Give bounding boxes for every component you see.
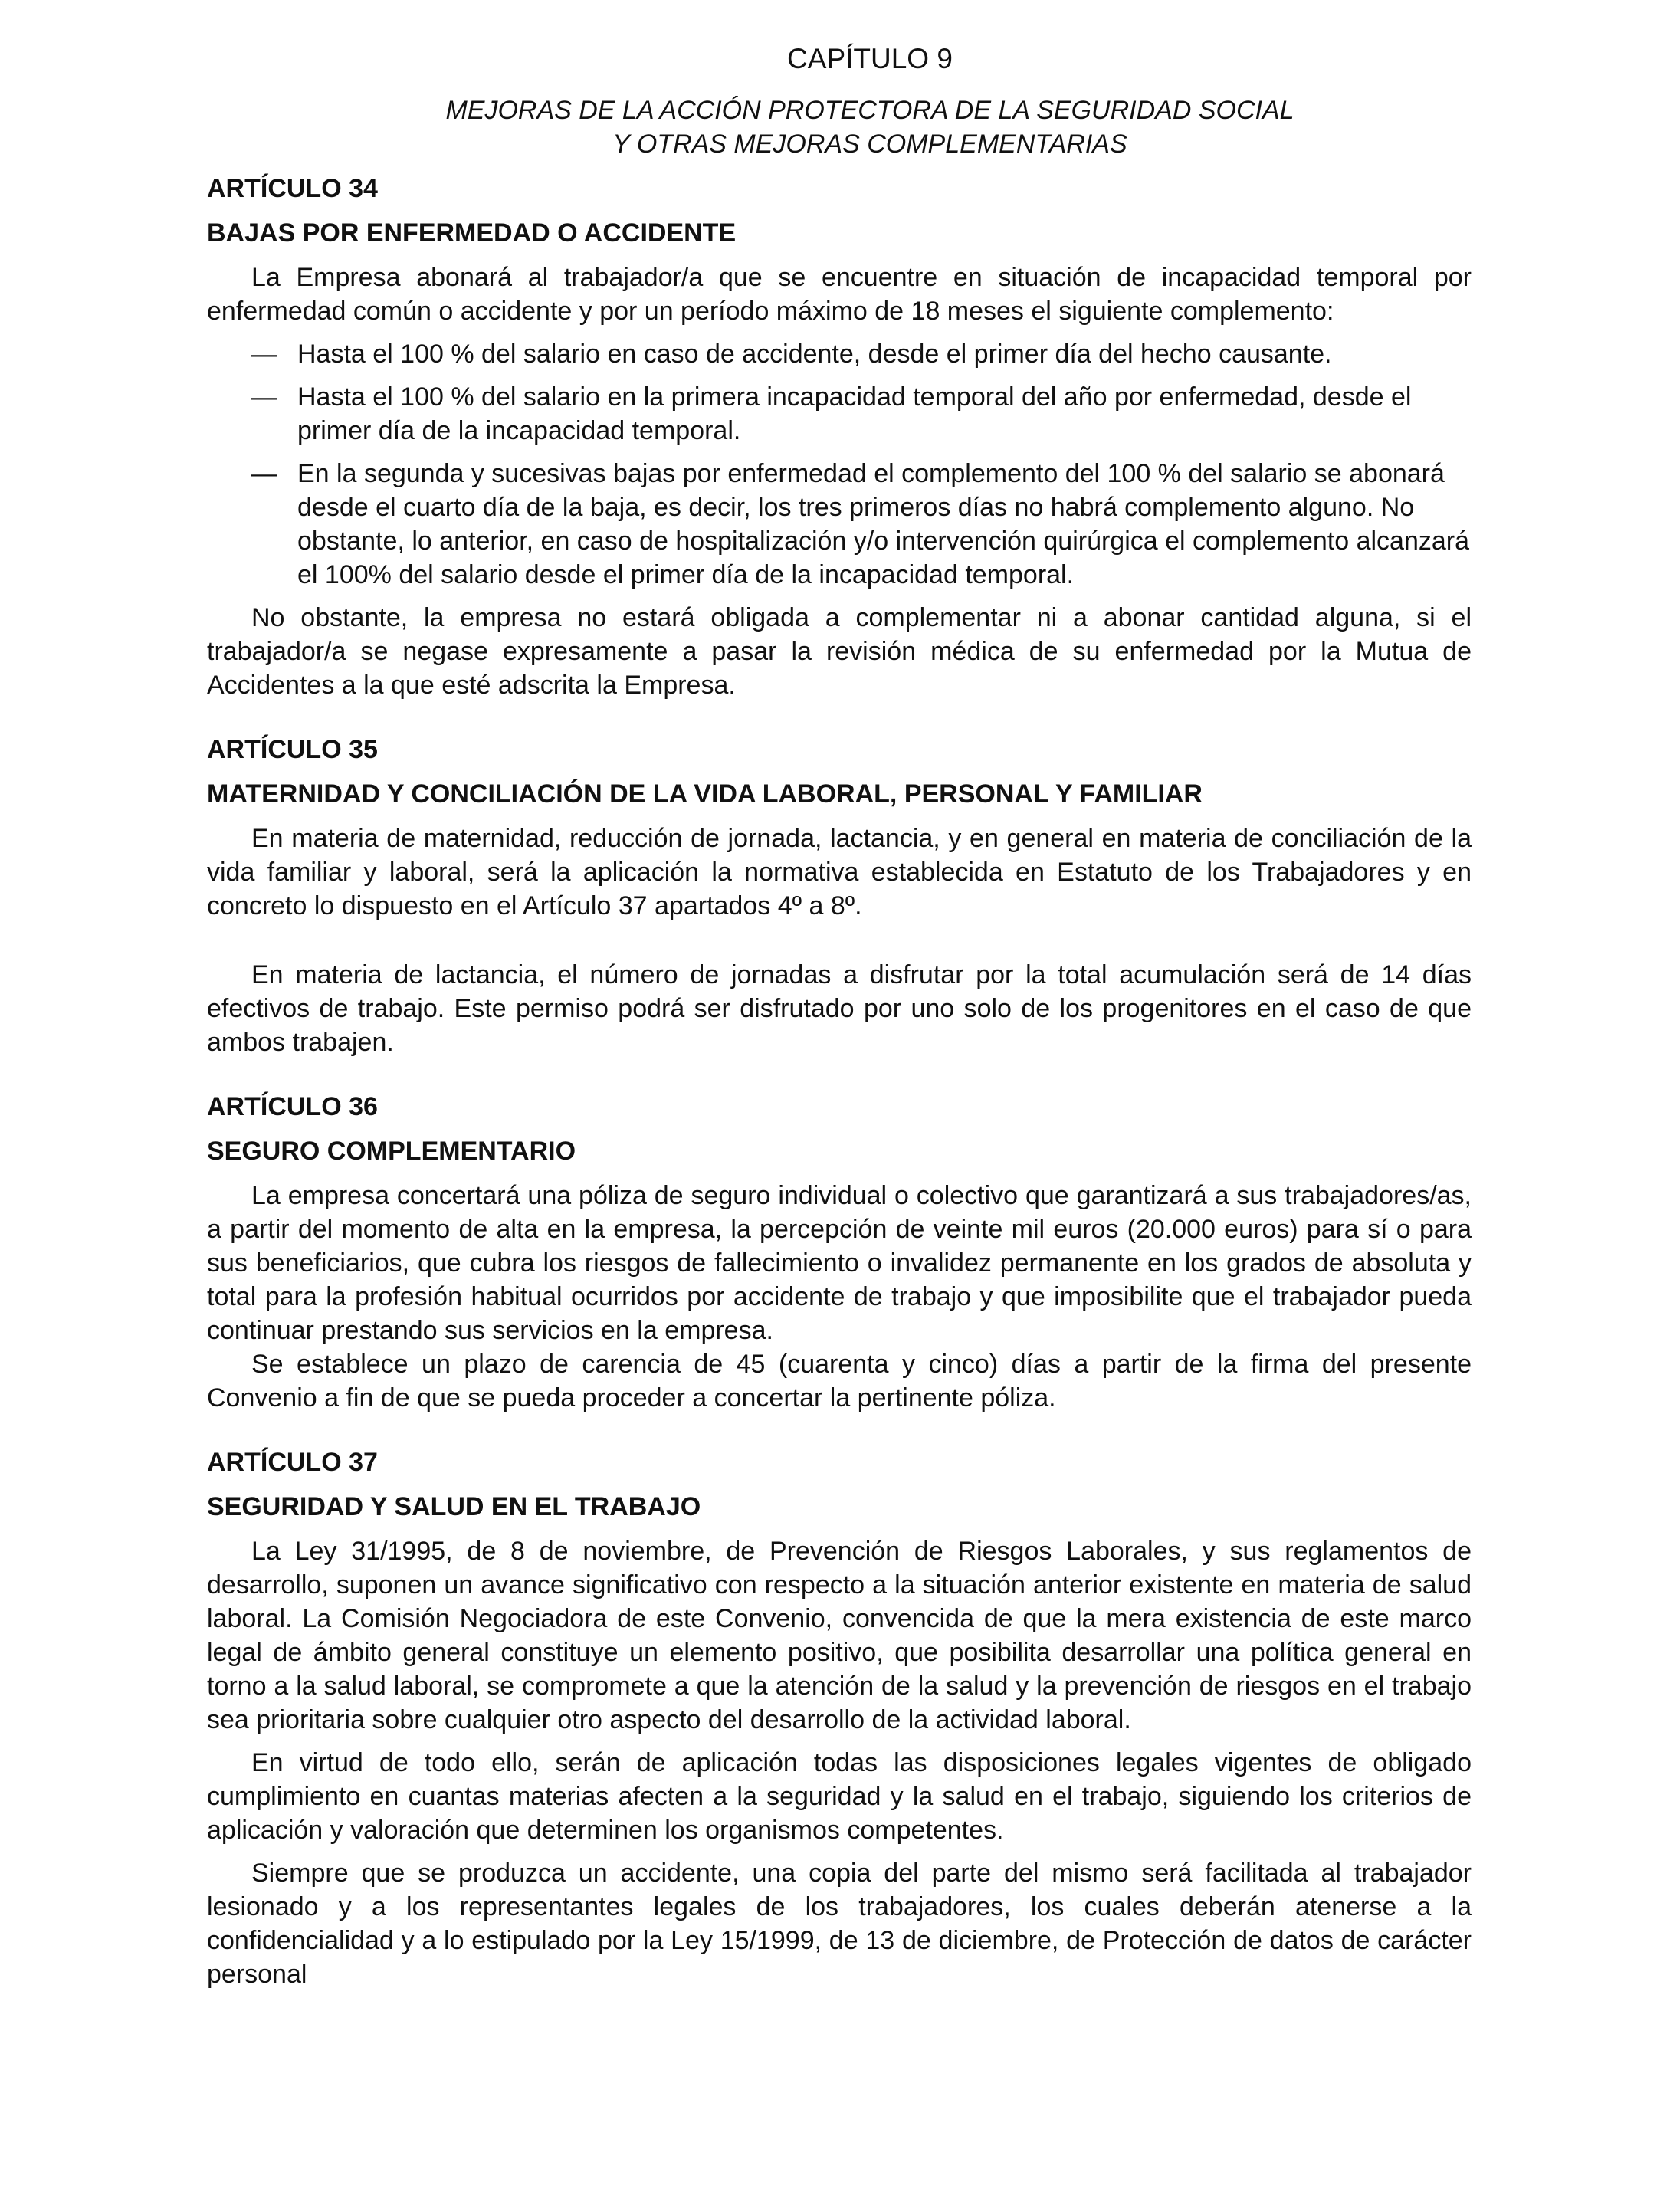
article-paragraph: En materia de lactancia, el número de jornadas a disfrutar por la total acumulación será de 14 días efectivos de trabajo. Este permiso podrá ser disfrutado por uno solo de los progenitores en el caso de que ambos trabajen. [207,960,1472,1057]
article-34 [207,172,1472,702]
article-paragraph: Siempre que se produzca un accidente, una copia del parte del mismo será facilitada al trabajador lesionado y a los representantes legales de los trabajadores, los cuales deberán atenerse a la confidencialidad y a lo estipulado por la Ley 15/1999, de 13 de diciembre, de Protección de datos de carácter personal [207,1859,1472,1989]
list-item-text: Hasta el 100 % del salario en caso de accidente, desde el primer día del hecho causante. [297,340,1332,369]
article-number: ARTÍCULO 37 [207,1448,378,1477]
article-number: ARTÍCULO 35 [207,735,378,764]
article-title: MATERNIDAD Y CONCILIACIÓN DE LA VIDA LABORAL, PERSONAL Y FAMILIAR [207,779,1203,809]
document-page [207,40,1472,2000]
article-37 [207,1445,1472,1991]
list-item-text: En la segunda y sucesivas bajas por enfermedad el complemento del 100 % del salario se abonará desde el cuarto día de la baja, es decir, los tres primeros días no habrá complemento alguno. No obstante, lo anterior, en caso de hospitalización y/o intervención quirúrgica el complemento alcanzará el 100% del salario desde el primer día de la incapacidad temporal. [297,459,1470,589]
list-item [207,457,1472,592]
article-title: SEGURIDAD Y SALUD EN EL TRABAJO [207,1492,701,1521]
list-item [207,337,1472,371]
section-spacer [207,711,1472,733]
article-paragraph: La Ley 31/1995, de 8 de noviembre, de Prevención de Riesgos Laborales, y sus reglamentos de desarrollo, suponen un avance significativo con respecto a la situación anterior existente en materia de salud laboral. La Comisión Negociadora de este Convenio, convencida de que la mera existencia de este marco legal de ámbito general constituye un elemento positivo, que posibilita desarrollar una política general en torno a la salud laboral, se compromete a que la atención de la salud y la prevención de riesgos en el trabajo sea prioritaria sobre cualquier otro aspecto del desarrollo de la actividad laboral. [207,1537,1472,1734]
article-35 [207,733,1472,1059]
article-number: ARTÍCULO 36 [207,1092,378,1121]
dash-marker: — [251,382,277,412]
list-item-text: Hasta el 100 % del salario en la primera incapacidad temporal del año por enfermedad, desde el primer día de la incapacidad temporal. [297,382,1412,445]
article-36 [207,1090,1472,1415]
dash-marker: — [251,459,277,488]
chapter-subtitle-line: MEJORAS DE LA ACCIÓN PROTECTORA DE LA SEGURIDAD SOCIAL [445,96,1294,125]
dash-marker: — [251,340,277,369]
article-title: SEGURO COMPLEMENTARIO [207,1137,576,1166]
article-paragraph: En materia de maternidad, reducción de jornada, lactancia, y en general en materia de conciliación de la vida familiar y laboral, será la aplicación la normativa establecida en Estatuto de los Trabajadores y en concreto lo dispuesto en el Artículo 37 apartados 4º a 8º. [207,824,1472,920]
article-paragraph: La empresa concertará una póliza de seguro individual o colectivo que garantizará a sus trabajadores/as, a partir del momento de alta en la empresa, la percepción de veinte mil euros (20.000 euros) para sí o para sus beneficiarios, que cubra los riesgos de fallecimiento o invalidez permanente en los grados de absoluta y total para la profesión habitual ocurridos por accidente de trabajo y que imposibilite que el trabajador pueda continuar prestando sus servicios en la empresa. [207,1181,1472,1345]
section-spacer [207,1068,1472,1090]
article-title: BAJAS POR ENFERMEDAD O ACCIDENTE [207,218,737,248]
article-number: ARTÍCULO 34 [207,174,378,203]
section-spacer [207,1424,1472,1445]
dash-list [207,337,1472,592]
article-paragraph: Se establece un plazo de carencia de 45 (cuarenta y cinco) días a partir de la firma del presente Convenio a fin de que se pueda proceder a concertar la pertinente póliza. [207,1350,1472,1412]
article-paragraph: No obstante, la empresa no estará obligada a complementar ni a abonar cantidad alguna, si el trabajador/a se negase expresamente a pasar la revisión médica de su enfermedad por la Mutua de Accidentes a la que esté adscrita la Empresa. [207,603,1472,700]
chapter-heading: CAPÍTULO 9 [787,43,953,74]
chapter-subtitle [207,94,1472,161]
chapter-subtitle-line: Y OTRAS MEJORAS COMPLEMENTARIAS [612,130,1127,159]
list-item [207,380,1472,448]
article-paragraph: La Empresa abonará al trabajador/a que se encuentre en situación de incapacidad temporal por enfermedad común o accidente y por un período máximo de 18 meses el siguiente complemento: [207,263,1472,326]
article-paragraph: En virtud de todo ello, serán de aplicación todas las disposiciones legales vigentes de obligado cumplimiento en cuantas materias afecten a la seguridad y la salud en el trabajo, siguiendo los criterios de aplicación y valoración que determinen los organismos competentes. [207,1748,1472,1845]
